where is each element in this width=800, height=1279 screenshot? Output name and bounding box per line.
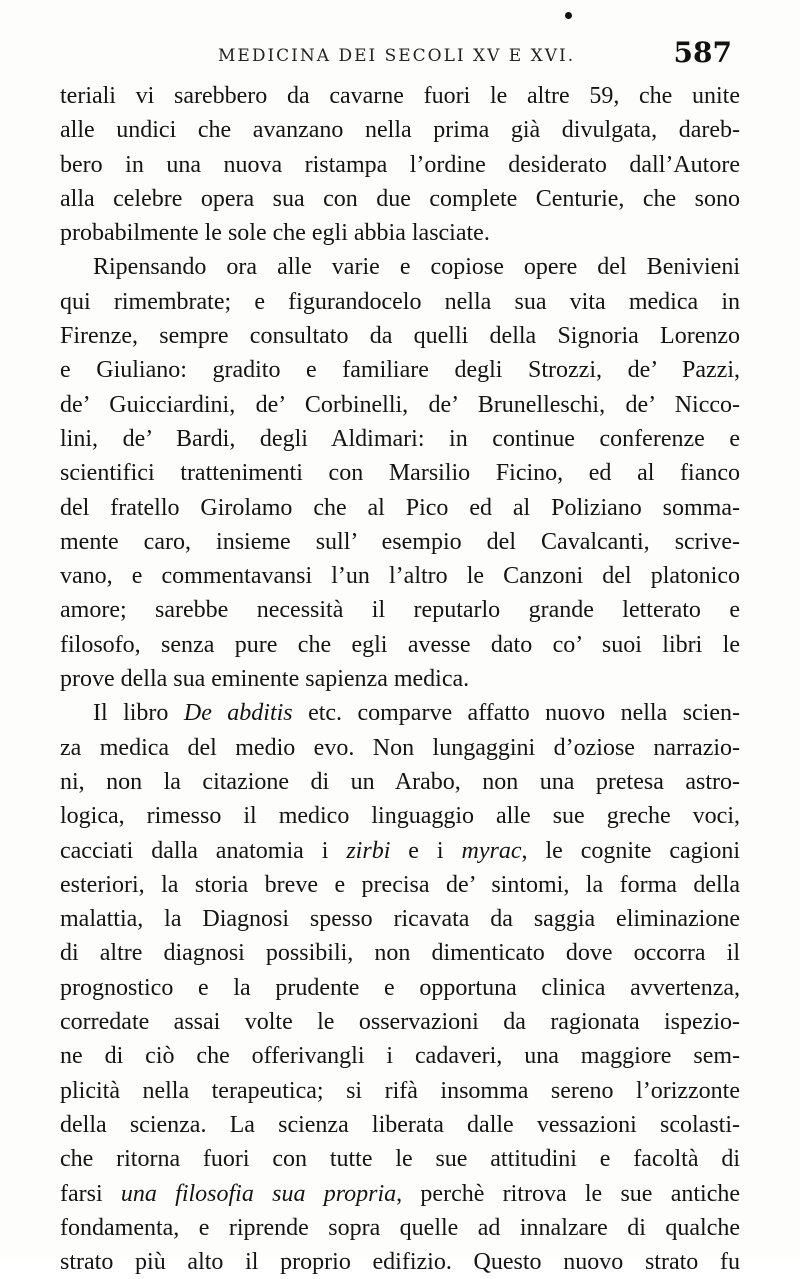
- text-line: alle undici che avanzano nella prima già divulgata, dareb-: [60, 117, 740, 144]
- text-segment: Il libro: [93, 700, 184, 727]
- text-line: mente caro, insieme sull’ esempio del Cavalcanti, scrive-: [60, 528, 740, 555]
- text-line: [60, 696, 740, 730]
- text-segment: , le cognite cagioni: [521, 837, 740, 864]
- text-line: e Giuliano: gradito e familiare degli Strozzi, de’ Pazzi,: [60, 357, 740, 384]
- text-line: [60, 1177, 740, 1211]
- text-line: prove della sua eminente sapienza medica.: [60, 666, 470, 693]
- page-number: 587: [673, 36, 732, 69]
- italic-term: zirbi: [346, 837, 391, 864]
- text-line: del fratello Girolamo che al Pico ed al Poliziano somma-: [60, 494, 740, 521]
- text-line: malattia, la Diagnosi spesso ricavata da saggia eliminazione: [60, 906, 740, 933]
- text-line: plicità nella terapeutica; si rifà insomma sereno l’orizzonte: [60, 1077, 740, 1104]
- text-line: bero in una nuova ristampa l’ordine desiderato dall’Autore: [60, 151, 740, 178]
- italic-title: De abditis: [183, 700, 293, 727]
- text-segment: cacciati dalla anatomia i: [60, 837, 347, 864]
- page-header: [60, 36, 732, 76]
- text-line: scientifici trattenimenti con Marsilio Ficino, ed al fianco: [60, 460, 740, 487]
- text-line: corredate assai volte le osservazioni da ragionata ispezio-: [60, 1009, 740, 1036]
- text-segment: e i: [390, 837, 462, 864]
- body-text: [60, 79, 740, 1279]
- text-line: vano, e commentavansi l’un l’altro le Canzoni del platonico: [60, 563, 740, 590]
- text-line: Firenze, sempre consultato da quelli della Signoria Lorenzo: [60, 323, 740, 350]
- text-line: logica, rimesso il medico linguaggio alle sue greche voci,: [60, 803, 740, 830]
- text-line: strato più alto il proprio edifizio. Questo nuovo strato fu: [60, 1249, 740, 1276]
- text-line: esteriori, la storia breve e precisa de’ sintomi, la forma della: [60, 871, 740, 898]
- text-line: alla celebre opera sua con due complete Centurie, che sono: [60, 185, 740, 212]
- text-line: de’ Guicciardini, de’ Corbinelli, de’ Brunelleschi, de’ Nicco-: [60, 391, 740, 418]
- text-line: che ritorna fuori con tutte le sue attitudini e facoltà di: [60, 1146, 740, 1173]
- text-line: di altre diagnosi possibili, non dimenticato dove occorra il: [60, 940, 740, 967]
- running-title: MEDICINA DEI SECOLI XV E XVI.: [218, 46, 576, 66]
- text-line: prognostico e la prudente e opportuna clinica avvertenza,: [60, 974, 740, 1001]
- text-line: della scienza. La scienza liberata dalle vessazioni scolasti-: [60, 1111, 740, 1138]
- text-line: probabilmente le sole che egli abbia lasciate.: [60, 220, 490, 247]
- text-line: fondamenta, e riprende sopra quelle ad innalzare di qualche: [60, 1214, 740, 1241]
- ink-dot: [565, 12, 572, 19]
- text-line: Ripensando ora alle varie e copiose opere del Benivieni: [93, 254, 740, 281]
- text-line: ni, non la citazione di un Arabo, non una pretesa astro-: [60, 768, 740, 795]
- italic-term: myrac: [461, 837, 522, 864]
- text-line: [60, 834, 740, 868]
- italic-phrase: una filosofia sua propria: [120, 1180, 397, 1207]
- text-line: ne di ciò che offerivangli i cadaveri, una maggiore sem-: [60, 1043, 740, 1070]
- text-segment: , perchè ritrova le sue antiche: [396, 1180, 740, 1207]
- text-line: lini, de’ Bardi, degli Aldimari: in continue conferenze e: [60, 425, 740, 452]
- text-line: teriali vi sarebbero da cavarne fuori le altre 59, che unite: [60, 83, 740, 109]
- text-line: filosofo, senza pure che egli avesse dato co’ suoi libri le: [60, 631, 740, 658]
- text-segment: farsi: [60, 1180, 121, 1207]
- text-line: amore; sarebbe necessità il reputarlo grande letterato e: [60, 597, 740, 624]
- text-line: za medica del medio evo. Non lungaggini d’oziose narrazio-: [60, 734, 740, 761]
- text-segment: etc. comparve affatto nuovo nella scien-: [292, 700, 740, 727]
- text-line: qui rimembrate; e figurandocelo nella sua vita medica in: [60, 288, 740, 315]
